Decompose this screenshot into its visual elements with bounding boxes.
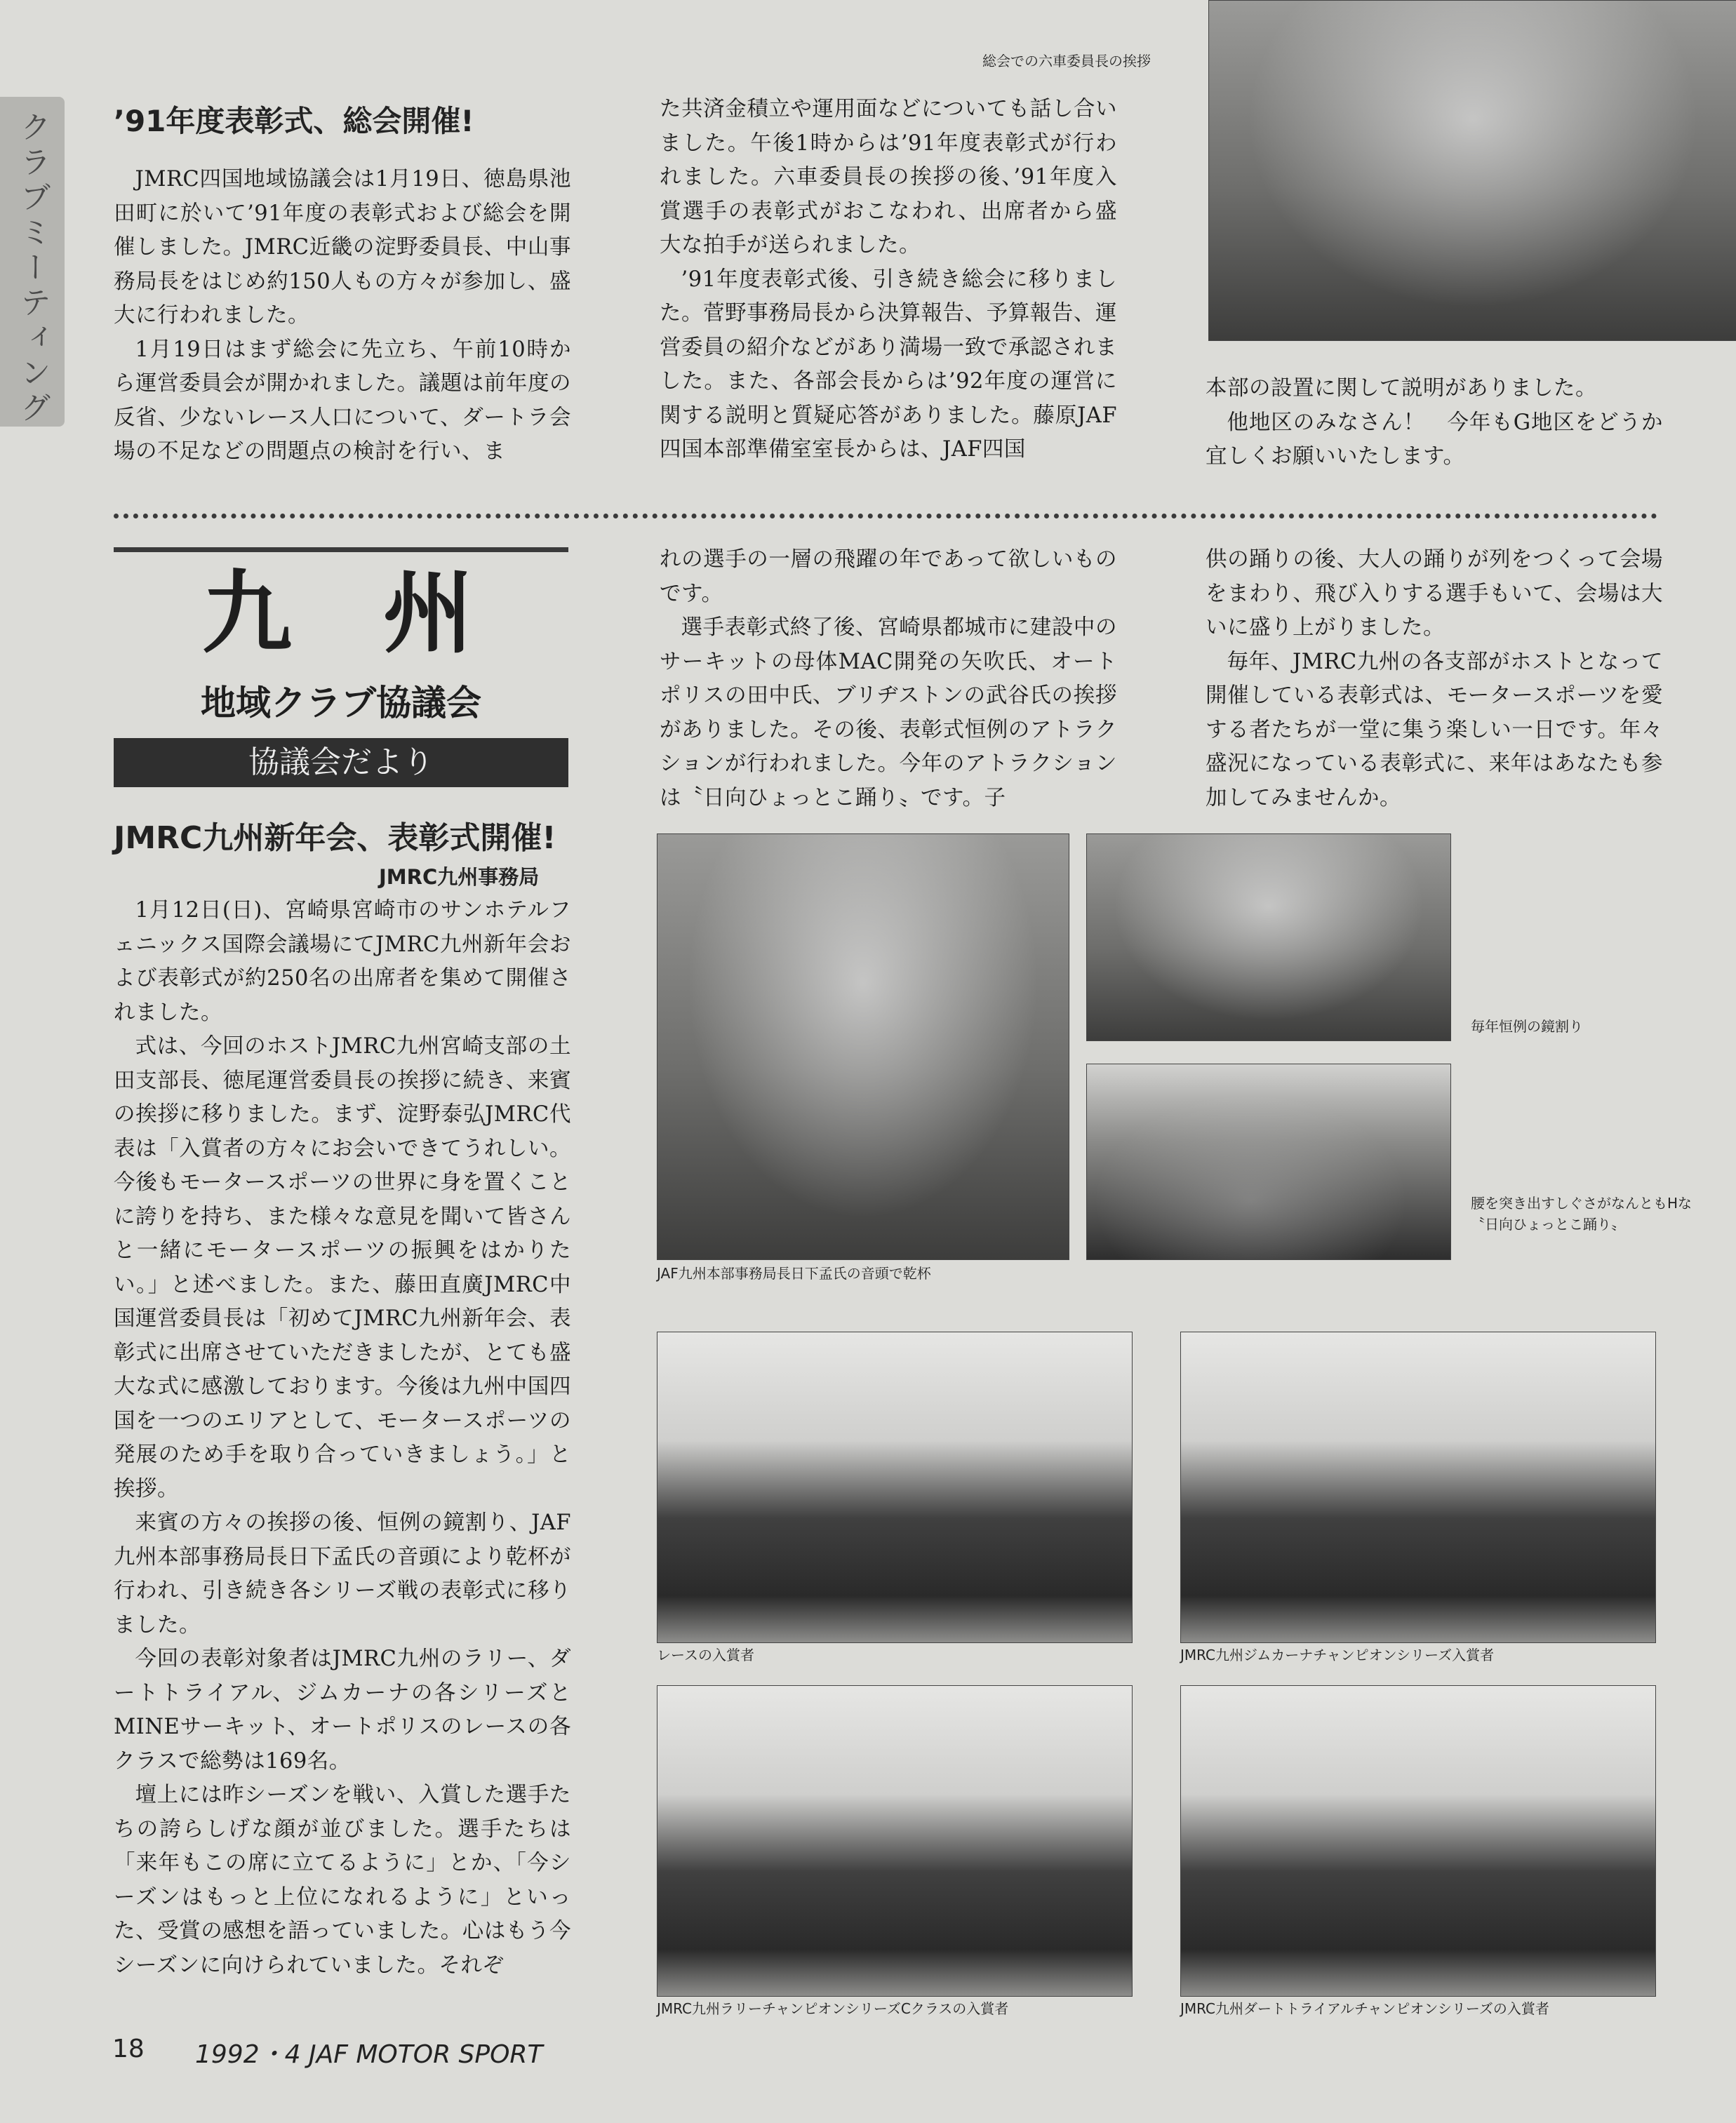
- photo-gymkhana-winners: [1180, 1332, 1656, 1643]
- paragraph: た共済金積立や運用面などについても話し合いました。午後1時からは’91年度表彰式が行われました。六車委員長の挨拶の後、’91年度入賞選手の表彰式がおこなわれ、出席者から盛大な拍手が送られました。: [660, 97, 1117, 257]
- magazine-issue: 1992・4 JAF MOTOR SPORT: [195, 2040, 543, 2069]
- paragraph: 来賓の方々の挨拶の後、恒例の鏡割り、JAF九州本部事務局長日下孟氏の音頭により乾杯が行われ、引き続き各シリーズ戦の表彰式に移りました。: [114, 1511, 571, 1638]
- council-title: 地域クラブ協議会: [201, 683, 481, 723]
- photo-race-winners: [657, 1332, 1133, 1643]
- paragraph: 毎年、JMRC九州の各支部がホストとなって開催している表彰式は、モータースポーツを愛する者たちが一堂に集う楽しい一日です。年々盛況になっている表彰式に、来年はあなたも参加してみませんか。: [1206, 649, 1663, 810]
- kyushu-article-title: JMRC九州新年会、表彰式開催!: [114, 820, 556, 856]
- photo-caption-kagami-biraki: 毎年恒例の鏡割り: [1471, 1018, 1583, 1035]
- paragraph: れの選手の一層の飛躍の年であって欲しいものです。: [660, 547, 1117, 606]
- article-author: JMRC九州事務局: [379, 865, 540, 889]
- paragraph: ’91年度表彰式後、引き続き総会に移りました。菅野事務局長から決算報告、予算報告、運営委員の紹介などがあり満場一致で承認されました。また、各部会長からは’92年度の運営に関する説明と質疑応答がありました。藤原JAF四国本部準備室室長からは、JAF四国: [660, 267, 1117, 462]
- top-article-column-3: [1206, 372, 1663, 474]
- photo-caption-dirt-trial-winners: JMRC九州ダートトライアルチャンピオンシリーズの入賞者: [1180, 2000, 1549, 2017]
- paragraph: 他地区のみなさん！ 今年もG地区をどうか宜しくお願いいたします。: [1206, 410, 1663, 469]
- paragraph: 1月12日(日)、宮崎県宮崎市のサンホテルフェニックス国際会議場にてJMRC九州新年会および表彰式が約250名の出席者を集めて開催されました。: [114, 898, 571, 1025]
- council-news-bar: 協議会だより: [114, 738, 568, 787]
- photo-caption-hyottoko-dance: 腰を突き出すしぐさがなんともHな〝日向ひょっとこ踊り〟: [1471, 1195, 1692, 1233]
- section-side-tab: [0, 97, 65, 427]
- page-number: 18: [112, 2035, 145, 2063]
- photo-caption-race-winners: レースの入賞者: [657, 1647, 754, 1663]
- paragraph: 1月19日はまず総会に先立ち、午前10時から運営委員会が開かれました。議題は前年度の反省、少ないレース人口について、ダートラ会場の不足などの問題点の検討を行い、ま: [114, 337, 571, 464]
- photo-general-meeting: [1208, 0, 1736, 341]
- paragraph: JMRC四国地域協議会は1月19日、徳島県池田町に於いて’91年度の表彰式および総会を開催しました。JMRC近畿の淀野委員長、中山事務局長をはじめ約150人もの方々が参加し、盛大に行われました。: [114, 167, 571, 328]
- top-article-title: ’91年度表彰式、総会開催!: [114, 104, 474, 138]
- photo-rally-winners: [657, 1685, 1133, 1997]
- header-rule: [114, 547, 568, 552]
- paragraph: 選手表彰式終了後、宮崎県都城市に建設中のサーキットの母体MAC開発の矢吹氏、オートポリスの田中氏、ブリヂストンの武谷氏の挨拶がありました。その後、表彰式恒例のアトラクションが行われました。今年のアトラクションは〝日向ひょっとこ踊り〟です。子: [660, 615, 1117, 810]
- section-divider: [114, 514, 1657, 518]
- paragraph: 壇上には昨シーズンを戦い、入賞した選手たちの誇らしげな顔が並びました。選手たちは「来年もこの席に立てるように」とか、「今シーズンはもっと上位になれるように」といった、受賞の感想を語っていました。心はもう今シーズンに向けられていました。それぞ: [114, 1783, 571, 1978]
- photo-caption-rally-winners: JMRC九州ラリーチャンピオンシリーズCクラスの入賞者: [657, 2000, 1009, 2017]
- photo-hyottoko-dance: [1086, 1064, 1451, 1260]
- kyushu-column-3: [1206, 543, 1663, 815]
- paragraph: 今回の表彰対象者はJMRC九州のラリー、ダートトライアル、ジムカーナの各シリーズとMINEサーキット、オートポリスのレースの各クラスで総勢は169名。: [114, 1647, 571, 1774]
- photo-toast: [657, 833, 1069, 1260]
- top-article-column-2: [660, 93, 1117, 467]
- photo-kagami-biraki: [1086, 833, 1451, 1041]
- region-title: 九州: [202, 561, 564, 666]
- photo-caption-general-meeting: 総会での六車委員長の挨拶: [982, 53, 1151, 69]
- paragraph: 本部の設置に関して説明がありました。: [1206, 376, 1597, 401]
- side-tab-label: クラブミーティング: [15, 111, 51, 427]
- kyushu-column-1: [114, 894, 571, 1983]
- photo-caption-gymkhana-winners: JMRC九州ジムカーナチャンピオンシリーズ入賞者: [1180, 1647, 1495, 1663]
- photo-caption-toast: JAF九州本部事務局長日下孟氏の音頭で乾杯: [657, 1265, 931, 1282]
- paragraph: 供の踊りの後、大人の踊りが列をつくって会場をまわり、飛び入りする選手もいて、会場は大いに盛り上がりました。: [1206, 547, 1663, 640]
- top-article-column-1: [114, 163, 571, 469]
- kyushu-column-2: [660, 543, 1117, 815]
- paragraph: 式は、今回のホストJMRC九州宮崎支部の土田支部長、徳尾運営委員長の挨拶に続き、来賓の挨拶に移りました。まず、淀野泰弘JMRC代表は「入賞者の方々にお会いできてうれしい。今後もモータースポーツの世界に身を置くことに誇りを持ち、また様々な意見を聞いて皆さんと一緒にモータースポーツの振興をはかりたい。」と述べました。また、藤田直廣JMRC中国運営委員長は「初めてJMRC九州新年会、表彰式に出席させていただきましたが、とても盛大な式に感激しております。今後は九州中国四国を一つのエリアとして、モータースポーツの発展のため手を取り合っていきましょう。」と挨拶。: [114, 1034, 571, 1501]
- photo-dirt-trial-winners: [1180, 1685, 1656, 1997]
